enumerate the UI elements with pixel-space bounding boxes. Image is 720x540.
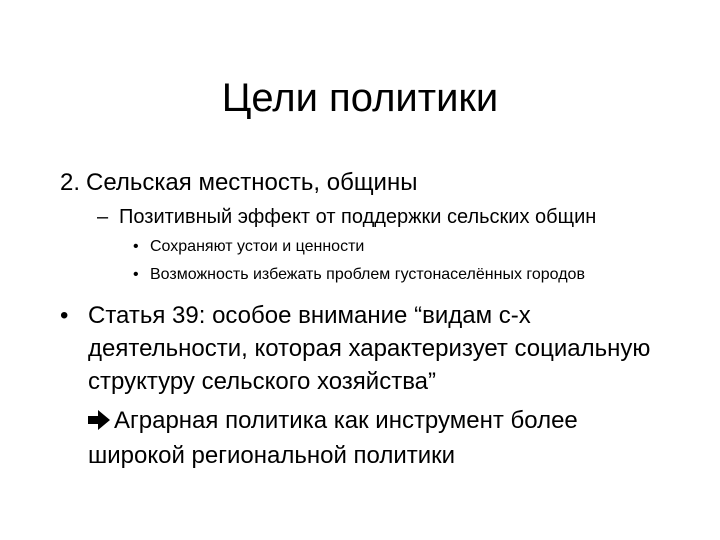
article-bullet <box>60 299 660 398</box>
dash-marker: – <box>97 206 109 228</box>
bullet-marker: • <box>60 302 69 329</box>
numbered-item <box>60 168 417 198</box>
sub-bullet-text: Сохраняют устои и ценности <box>150 238 365 255</box>
right-arrow-icon <box>88 406 110 439</box>
sub-bullet-text: Возможность избежать проблем густонаселённых городов <box>150 266 585 283</box>
sub-item <box>97 204 596 230</box>
bullet-marker: • <box>133 266 139 283</box>
conclusion-text: Аграрная политика как инструмент более широкой региональной политики <box>88 407 578 469</box>
slide-title: Цели политики <box>221 76 499 120</box>
sub-bullet-item <box>133 264 585 286</box>
sub-bullet-item <box>133 236 364 258</box>
sub-item-text: Позитивный эффект от поддержки сельских общин <box>119 206 597 228</box>
bullet-marker: • <box>133 238 139 255</box>
article-text: Статья 39: особое внимание “видам с-х деятельности, которая характеризует социальную структуру сельского хозяйства” <box>88 302 651 395</box>
item-text: Сельская местность, общины <box>86 169 418 196</box>
item-number: 2. <box>60 169 81 196</box>
conclusion <box>88 404 668 472</box>
